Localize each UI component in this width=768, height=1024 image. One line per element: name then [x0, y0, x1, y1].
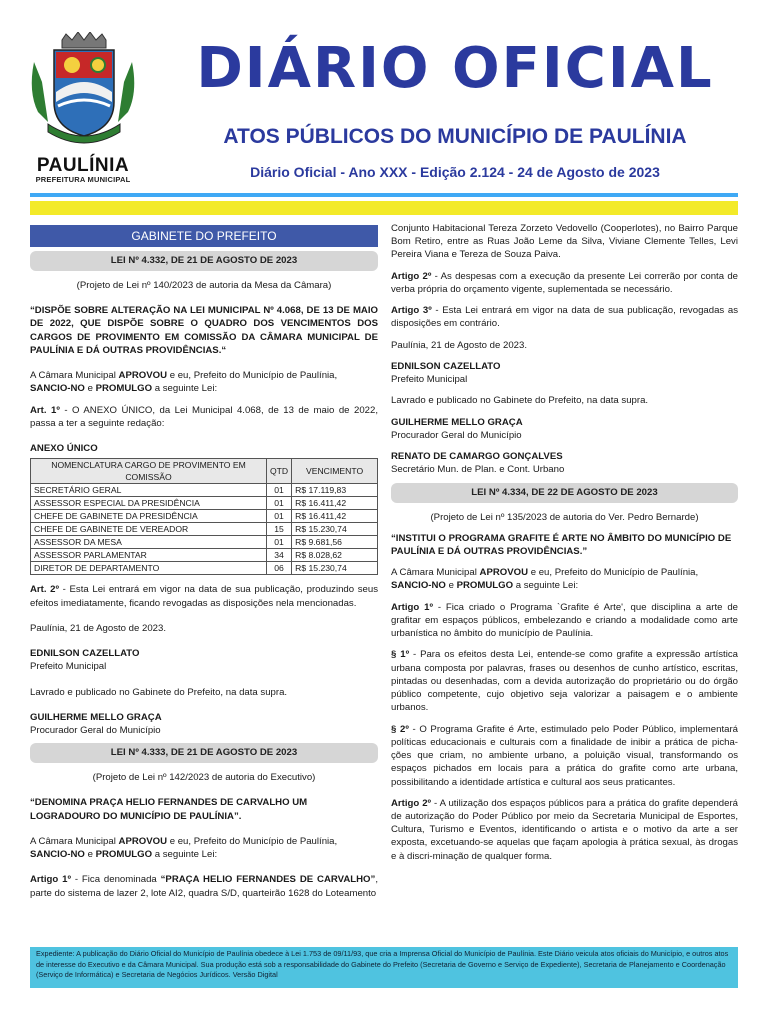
- law-project-note: (Projeto de Lei nº 140/2023 de autoria da Mesa da Câmara): [76, 280, 332, 291]
- cell-role: ASSESSOR PARLAMENTAR: [31, 549, 267, 562]
- masthead-header: [0, 0, 768, 220]
- table-row: [31, 536, 378, 549]
- cell-role: SECRETÁRIO GERAL: [31, 484, 267, 497]
- edition-line: Diário Oficial - Ano XXX - Edição 2.124 - 24 de Agosto de 2023: [250, 164, 660, 180]
- law-date: Paulínia, 21 de Agosto de 2023.: [391, 339, 528, 351]
- table-row: [31, 484, 378, 497]
- signatory-role: Procurador Geral do Município: [30, 724, 161, 736]
- cell-qty: 01: [267, 536, 292, 549]
- table-row: [31, 562, 378, 575]
- signatory-role: Prefeito Municipal: [391, 374, 468, 386]
- cell-qty: 15: [267, 523, 292, 536]
- anexo-title: ANEXO ÚNICO: [30, 443, 98, 455]
- law-intro: A Câmara Municipal APROVOU e eu, Prefeito do Município de Paulínia, SANCIO-NO e PROMULGO a seguinte Lei:: [391, 567, 699, 592]
- table-row: [31, 549, 378, 562]
- law-intro: A Câmara Municipal APROVOU e eu, Prefeito do Município de Paulínia, SANCIO-NO e PROMULGO a seguinte Lei:: [30, 370, 338, 395]
- article-continuation: Conjunto Habitacional Tereza Zorzeto Vedovello (Cooperlotes), no Bairro Parque Bom Retiro, entre as Ruas João Leme da Silva, Viviane Clemente Telles, Levi Pereira Viana e Tereza de Souza Paiva.: [391, 223, 738, 261]
- section-header: GABINETE DO PREFEITO: [30, 225, 378, 247]
- masthead-title: DIÁRIO OFICIAL: [196, 36, 714, 101]
- signatory-role: Procurador Geral do Município: [391, 429, 522, 441]
- cell-role: CHEFE DE GABINETE DA PRESIDÊNCIA: [31, 510, 267, 523]
- cell-salary: R$ 9.681,56: [292, 536, 378, 549]
- cell-qty: 06: [267, 562, 292, 575]
- cell-role: ASSESSOR DA MESA: [31, 536, 267, 549]
- table-row: [31, 497, 378, 510]
- law-intro: A Câmara Municipal APROVOU e eu, Prefeito do Município de Paulínia, SANCIO-NO e PROMULGO a seguinte Lei:: [30, 835, 338, 861]
- law-title-4332: LEI Nº 4.332, DE 21 DE AGOSTO DE 2023: [30, 251, 378, 271]
- header-stripe-blue: [30, 193, 738, 197]
- law-ementa: “DENOMINA PRAÇA HELIO FERNANDES DE CARVALHO UM LOGRADOURO DO MUNICÍPIO DE PAULÍNIA”.: [30, 797, 308, 822]
- left-column: [30, 222, 378, 900]
- cell-role: DIRETOR DE DEPARTAMENTO: [31, 562, 267, 575]
- column-header-qty: QTD: [267, 459, 292, 484]
- cell-role: ASSESSOR ESPECIAL DA PRESIDÊNCIA: [31, 497, 267, 510]
- law-project-note: (Projeto de Lei nº 142/2023 de autoria do Executivo): [92, 772, 316, 784]
- law-title-4334: LEI Nº 4.334, DE 22 DE AGOSTO DE 2023: [391, 483, 738, 503]
- law-title-4333: LEI Nº 4.333, DE 21 DE AGOSTO DE 2023: [30, 743, 378, 763]
- cell-salary: R$ 17.119,83: [292, 484, 378, 497]
- law-ementa: “INSTITUI O PROGRAMA GRAFITE É ARTE NO ÂMBITO DO MUNICÍPIO DE PAULÍNIA E DÁ OUTRAS PROVIDÊNCIAS.”: [391, 532, 732, 557]
- cell-salary: R$ 8.028,62: [292, 549, 378, 562]
- publication-note: Lavrado e publicado no Gabinete do Prefeito, na data supra.: [30, 686, 288, 698]
- column-header-salary: VENCIMENTO: [292, 459, 378, 484]
- article-2: Artigo 2º - As despesas com a execução da presente Lei correrão por conta de verba própria do orçamento vigente, suplementada se necessário.: [391, 270, 739, 295]
- brand-subtitle: PREFEITURA MUNICIPAL: [35, 175, 131, 184]
- table-row: [31, 523, 378, 536]
- article-1: Artigo 1º - Fica denominada “PRAÇA HELIO FERNANDES DE CARVALHO”, parte do sistema de lazer 2, lote AI2, quadra S/D, quarteirão 1628 do Loteamento: [30, 874, 378, 899]
- article-1: Art. 1º - O ANEXO ÚNICO, da Lei Municipal 4.068, de 13 de maio de 2022, passa a ter a seguinte redação:: [30, 404, 378, 429]
- cell-qty: 34: [267, 549, 292, 562]
- article-2: Artigo 2º - A utilização dos espaços públicos para a prática do grafite dependerá de autorização do Poder Público por meio da Secretaria Municipal de Esportes, Cultura, Turismo e Eventos, identificando o artista e o motivo da arte a ser exposta, excetuando-se aquelas que façam apologia à prática sexual, às drogas e à discri-minação de qualquer forma.: [391, 797, 738, 862]
- law-date: Paulínia, 21 de Agosto de 2023.: [30, 622, 167, 634]
- cell-qty: 01: [267, 510, 292, 523]
- signatory-name: RENATO DE CAMARGO GONÇALVES: [391, 451, 563, 463]
- cell-salary: R$ 16.411,42: [292, 510, 378, 523]
- signatory-name: EDNILSON CAZELLATO: [391, 360, 501, 372]
- signatory-name: GUILHERME MELLO GRAÇA: [30, 711, 162, 723]
- cell-qty: 01: [267, 497, 292, 510]
- salary-table: [30, 458, 378, 575]
- signatory-role: Prefeito Municipal: [30, 661, 107, 673]
- paragraph-2: § 2º - O Programa Grafite é Arte, estimulado pelo Poder Público, implementará políticas educacionais e culturais com a finalidade de inibir a prática de picha-ções que criam, no ambiente urbano, a poluição visual, transformando os espaços pichados em locais para a prática do grafite como arte urbana, possibilitando a identidade artística e cultural aos seus praticantes.: [391, 723, 738, 788]
- cell-salary: R$ 16.411,42: [292, 497, 378, 510]
- signatory-role: Secretário Mun. de Plan. e Cont. Urbano: [391, 464, 565, 476]
- law-ementa: “DISPÕE SOBRE ALTERAÇÃO NA LEI MUNICIPAL Nº 4.068, DE 13 DE MAIO DE 2022, QUE DISPÕE SOBRE O QUADRO DOS VENCIMENTOS DOS CARGOS DE PROVIMENTO EM COMISSÃO DA CÂMARA MUNICIPAL DE PAULÍNIA E DÁ OUTRAS PROVIDÊNCIAS.“: [30, 305, 378, 356]
- table-row: [31, 510, 378, 523]
- article-2: Art. 2º - Esta Lei entrará em vigor na data de sua publicação, produzindo seus efeitos imediatamente, ficando revogadas as disposições nela mencionadas.: [30, 584, 379, 609]
- signatory-name: EDNILSON CAZELLATO: [30, 648, 140, 660]
- cell-role: CHEFE DE GABINETE DE VEREADOR: [31, 523, 267, 536]
- brand-name: PAULÍNIA: [36, 155, 130, 176]
- expediente-footer: Expediente: A publicação do Diário Oficial do Município de Paulínia obedece à Lei 1.753 de 09/11/93, que cria a Imprensa Oficial do Município de Paulínia. Este Diário veicula atos oficiais do Município, e outros atos de interesse do Executivo e da Câmara Municipal. Sua produção está sob a responsabilidade do Gabinete do Prefeito (Secretaria de Governo e Serviço de Expediente), Secretaria de Planejamento e Coordenação (Serviço de Informática) e Secretaria de Negócios Jurídicos. Versão Digital: [30, 947, 738, 988]
- publication-subtitle: ATOS PÚBLICOS DO MUNICÍPIO DE PAULÍNIA: [223, 125, 687, 148]
- law-project-note: (Projeto de Lei nº 135/2023 de autoria do Ver. Pedro Bernarde): [430, 511, 699, 523]
- article-3: Artigo 3º - Esta Lei entrará em vigor na data de sua publicação, revogadas as disposições em contrário.: [391, 305, 738, 330]
- paragraph-1: § 1º - Para os efeitos desta Lei, entende-se como grafite a expressão artística urbana composta por palavras, frases ou desenhos de cunho artístico, escritas, pintadas ou desenhadas, com a devida autorização do proprietário ou do órgão público competente, cujo objetivo seja valorizar a paisagem e o ambiente urbanos.: [391, 649, 738, 714]
- cell-qty: 01: [267, 484, 292, 497]
- right-column: [391, 222, 738, 863]
- cell-salary: R$ 15.230,74: [292, 523, 378, 536]
- header-stripe-yellow: [30, 201, 738, 215]
- cell-salary: R$ 15.230,74: [292, 562, 378, 575]
- table-header-row: [31, 459, 378, 484]
- column-header-role: NOMENCLATURA CARGO DE PROVIMENTO EM COMISSÃO: [31, 459, 267, 484]
- publication-note: Lavrado e publicado no Gabinete do Prefeito, na data supra.: [391, 395, 649, 407]
- article-1: Artigo 1º - Fica criado o Programa `Grafite é Arte', que disciplina a arte de grafitar em espaços públicos, embelezando e criando a modalidade como arte urbanística no âmbito do município de Paulínia.: [391, 601, 738, 640]
- signatory-name: GUILHERME MELLO GRAÇA: [391, 416, 523, 428]
- municipal-coat-of-arms-icon: [28, 32, 138, 152]
